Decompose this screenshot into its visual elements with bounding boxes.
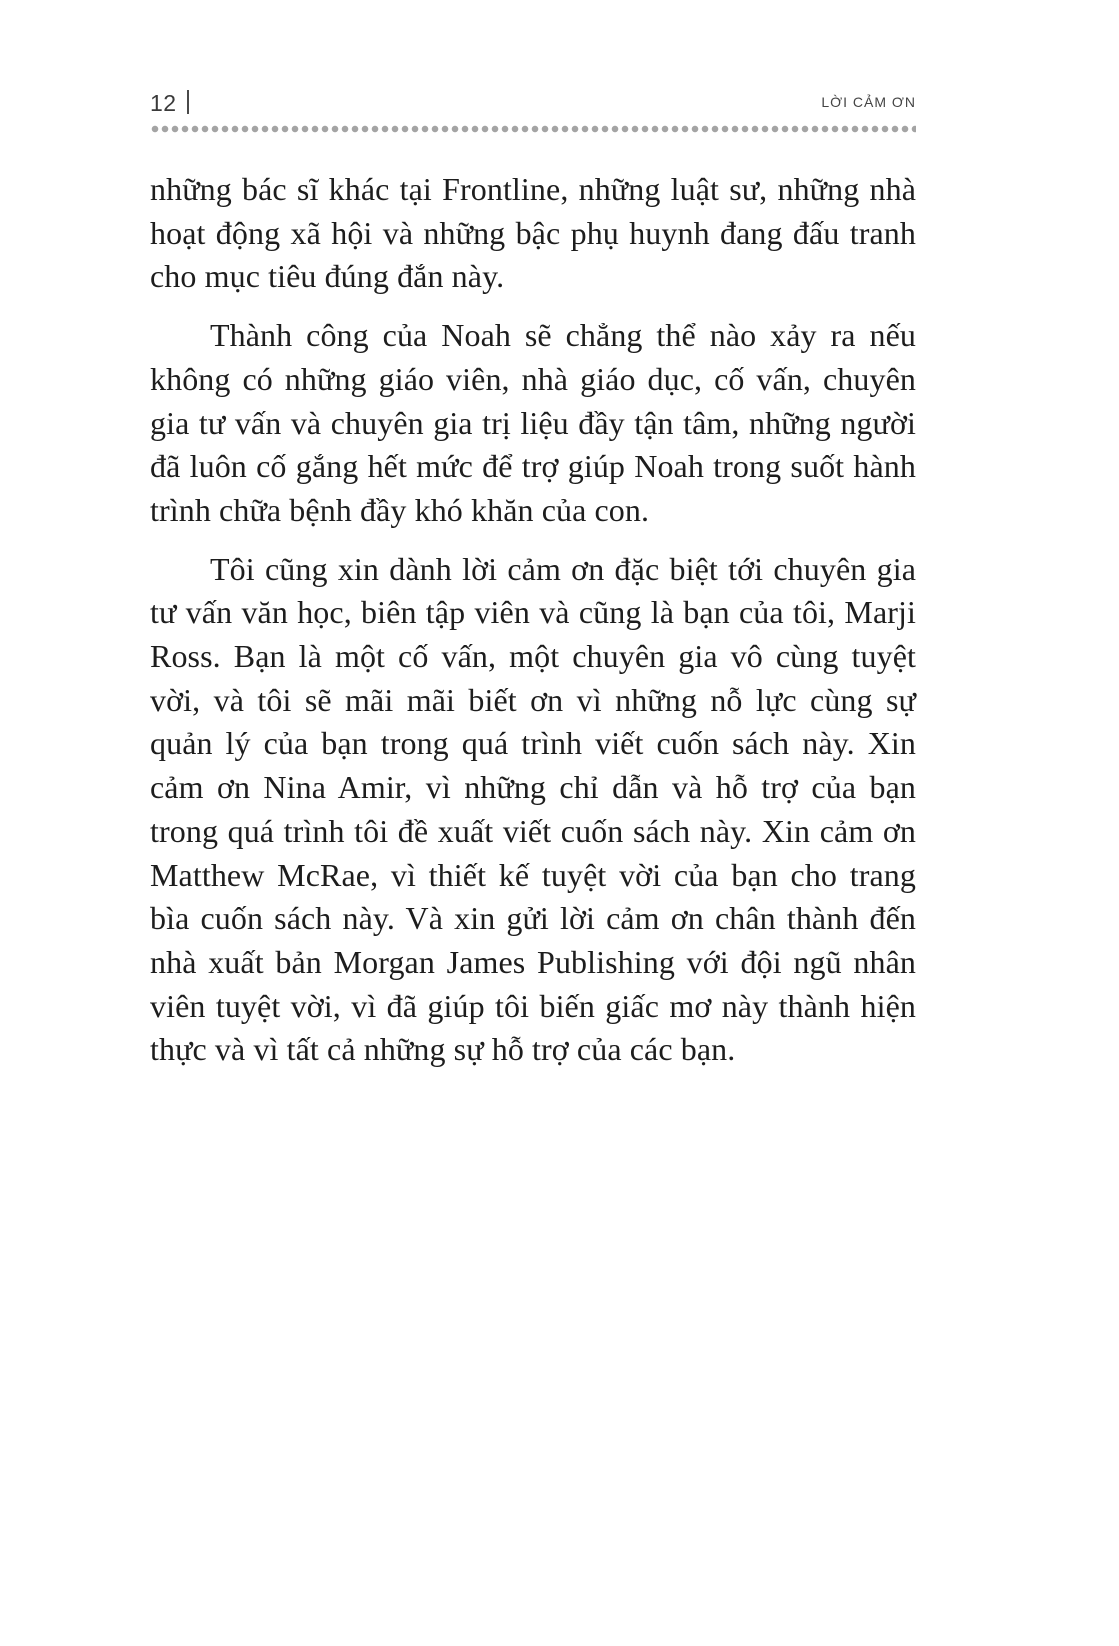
page-number: 12 xyxy=(150,90,177,116)
page-header xyxy=(150,88,916,118)
paragraph-noah-success: Thành công của Noah sẽ chẳng thể nào xảy ra nếu không có những giáo viên, nhà giáo dục, cố vấn, chuyên gia tư vấn và chuyên gia trị liệu đầy tận tâm, những người đã luôn cố gắng hết mức để trợ giúp Noah trong suốt hành trình chữa bệnh đầy khó khăn của con. xyxy=(150,317,916,528)
paragraph-continuation: những bác sĩ khác tại Frontline, những luật sư, những nhà hoạt động xã hội và những bậc phụ huynh đang đấu tranh cho mục tiêu đúng đắn này. xyxy=(150,171,916,295)
dotted-header-rule xyxy=(150,124,916,134)
paragraph-acknowledgments: Tôi cũng xin dành lời cảm ơn đặc biệt tới chuyên gia tư vấn văn học, biên tập viên và cũng là bạn của tôi, Marji Ross. Bạn là một cố vấn, một chuyên gia vô cùng tuyệt vời, và tôi sẽ mãi mãi biết ơn vì những nỗ lực cùng sự quản lý của bạn trong quá trình viết cuốn sách này. Xin cảm ơn Nina Amir, vì những chỉ dẫn và hỗ trợ của bạn trong quá trình tôi đề xuất viết cuốn sách này. Xin cảm ơn Matthew McRae, vì thiết kế tuyệt vời của bạn cho trang bìa cuốn sách này. Và xin gửi lời cảm ơn chân thành đến nhà xuất bản Morgan James Publishing với đội ngũ nhân viên tuyệt vời, vì đã giúp tôi biến giấc mơ này thành hiện thực và vì tất cả những sự hỗ trợ của các bạn. xyxy=(150,550,916,1068)
header-divider xyxy=(187,90,189,114)
running-chapter-title: LỜI CẢM ƠN xyxy=(821,94,916,110)
page-body-text xyxy=(150,168,916,1087)
